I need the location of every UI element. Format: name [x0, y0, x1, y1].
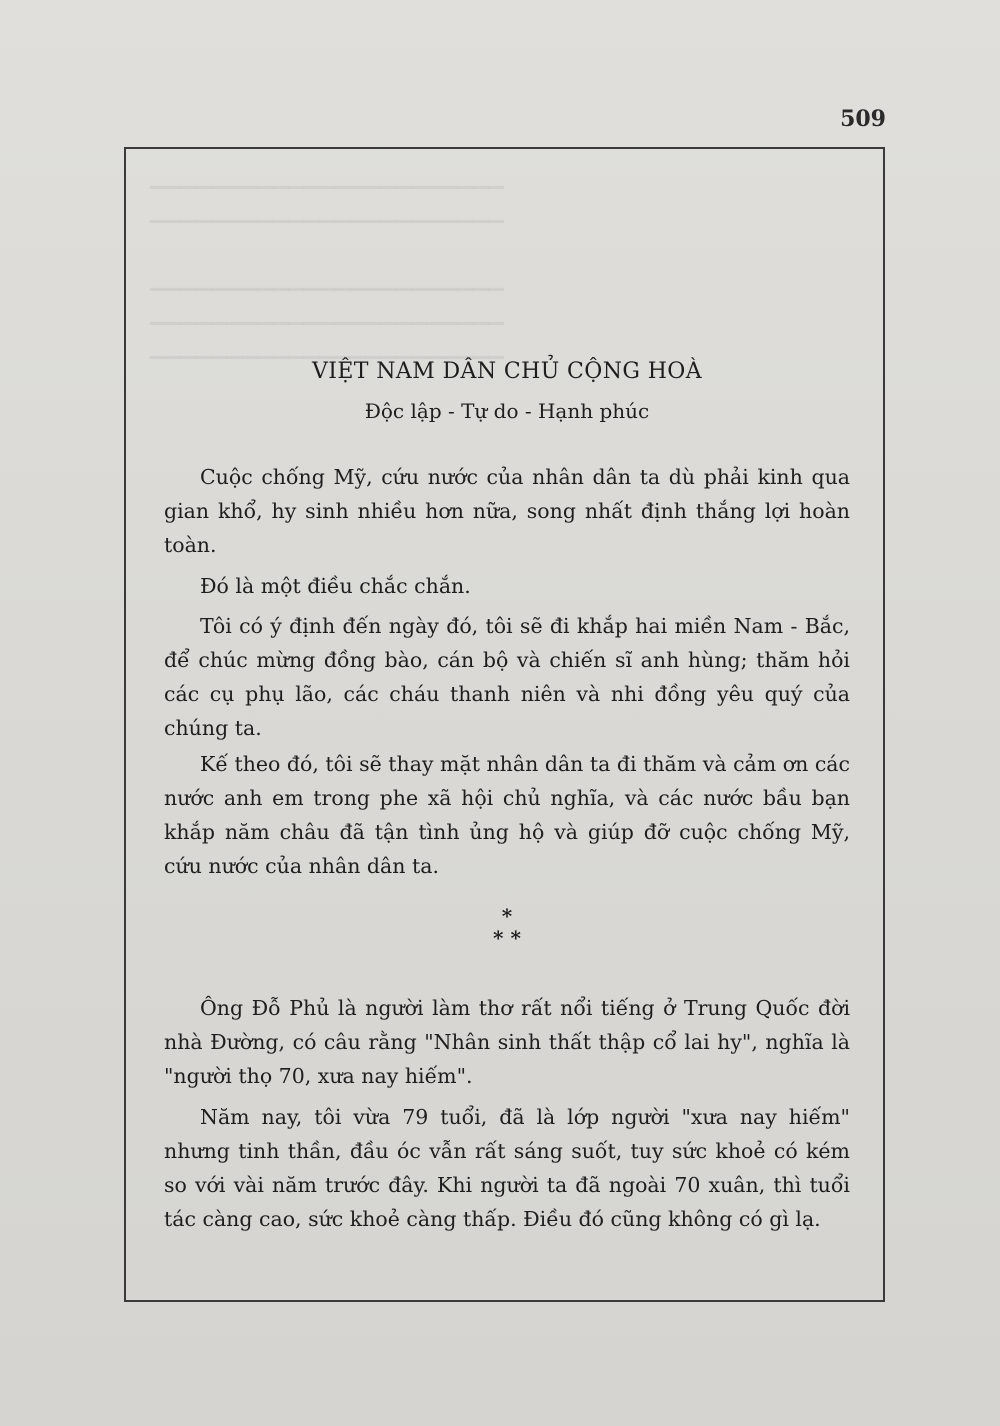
paragraph-thank-allies: Kế theo đó, tôi sẽ thay mặt nhân dân ta đi thăm và cảm ơn các nước anh em trong phe xã hội chủ nghĩa, và các nước bầu bạn khắp năm châu đã tận tình ủng hộ và giúp đỡ cuộc chống Mỹ, cứu nước của nhân dân ta.: [164, 752, 850, 878]
separator-star-top: *: [501, 904, 513, 928]
paragraph-victory: Cuộc chống Mỹ, cứu nước của nhân dân ta dù phải kinh qua gian khổ, hy sinh nhiều hơn nữa, song nhất định thắng lợi hoàn toàn.: [164, 465, 850, 557]
section-separator: [164, 905, 850, 949]
national-motto: Độc lập - Tự do - Hạnh phúc: [364, 399, 650, 423]
paragraph-age: Năm nay, tôi vừa 79 tuổi, đã là lớp người "xưa nay hiếm" nhưng tinh thần, đầu óc vẫn rất sáng suốt, tuy sức khoẻ có kém so với vài năm trước đây. Khi người ta đã ngoài 70 xuân, thì tuổi tác càng cao, sức khoẻ càng thấp. Điều đó cũng không có gì lạ.: [164, 1105, 850, 1231]
bleed-through-texture: ▁▁▁▁▁▁▁▁▁▁▁▁▁▁▁▁▁▁▁▁▁▁▁ ▁▁▁▁▁▁▁▁▁▁▁▁▁▁▁▁▁▁▁▁▁▁▁ ▁▁▁▁▁▁▁▁▁▁▁▁▁▁▁▁▁▁▁▁▁▁▁ ▁▁▁▁▁▁▁▁▁▁▁▁▁▁▁▁▁▁▁▁▁▁▁ ▁▁▁▁▁▁▁▁▁▁▁▁▁▁▁▁▁▁▁▁▁▁▁: [150, 165, 504, 359]
separator-stars-bottom: * *: [493, 926, 521, 950]
paragraph-do-phu: Ông Đỗ Phủ là người làm thơ rất nổi tiếng ở Trung Quốc đời nhà Đường, có câu rằng "Nhân sinh thất thập cổ lai hy", nghĩa là "người thọ 70, xưa nay hiếm".: [164, 996, 850, 1088]
paragraph-certainty: Đó là một điều chắc chắn.: [200, 574, 471, 598]
national-title: VIỆT NAM DÂN CHỦ CỘNG HOÀ: [311, 359, 703, 384]
page-number: 509: [840, 106, 886, 132]
paragraph-visit-nation: Tôi có ý định đến ngày đó, tôi sẽ đi khắp hai miền Nam - Bắc, để chúc mừng đồng bào, cán bộ và chiến sĩ anh hùng; thăm hỏi các cụ phụ lão, các cháu thanh niên và nhi đồng yêu quý của chúng ta.: [164, 614, 850, 740]
boxed-excerpt: [124, 147, 885, 1302]
